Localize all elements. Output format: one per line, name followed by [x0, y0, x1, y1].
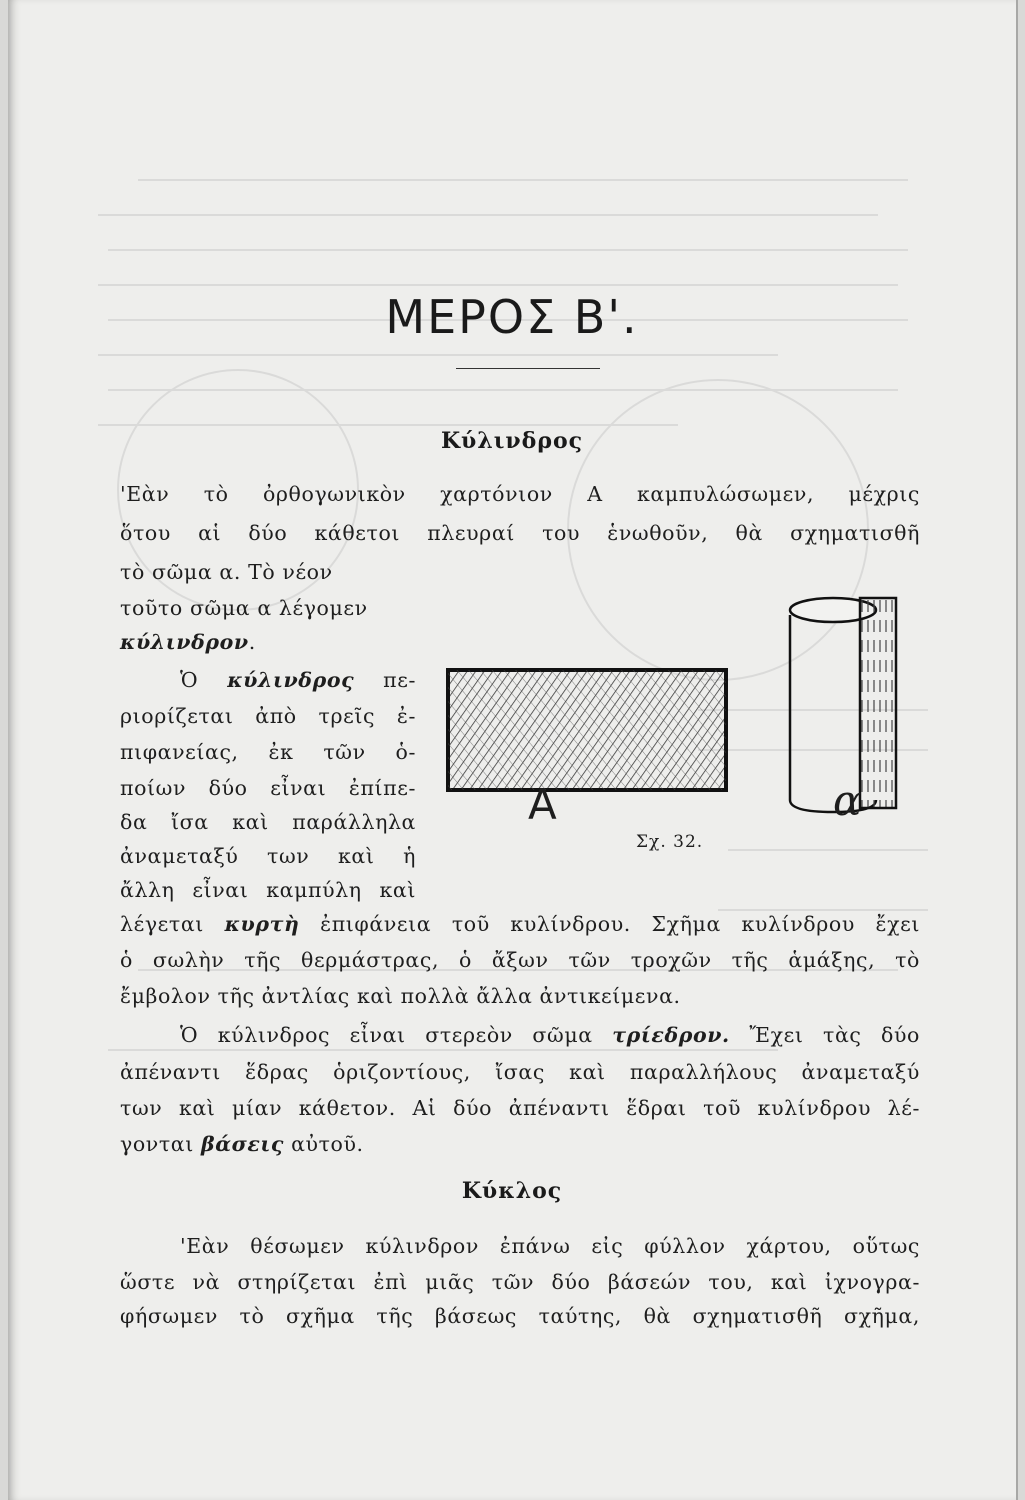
text-line: ὅτου αἱ δύο κάθετοι πλευραί του ἑνωθοῦν, θὰ σχηματισθῆ [120, 521, 920, 545]
text-line: κύλινδρον. [120, 630, 256, 654]
text-line: των καὶ μίαν κάθετον. Αἱ δύο ἀπέναντι ἕδραι τοῦ κυλίνδρου λέ- [120, 1096, 920, 1120]
text-line: ποίων δύο εἶναι ἐπίπε- [120, 776, 416, 800]
text-line [120, 1134, 920, 1155]
text-line: ἔμβολον τῆς ἀντλίας καὶ πολλὰ ἄλλα ἀντικείμενα. [120, 984, 681, 1008]
text-line: ἄλλη εἶναι καμπύλη καὶ [120, 878, 416, 902]
book-page [8, 0, 1018, 1500]
text-line: τὸ σῶμα α. Τὸ νέον [120, 560, 333, 584]
term-cylinder: κύλινδρος [227, 668, 355, 692]
page-title: ΜΕΡΟΣ Β'. [385, 290, 639, 344]
section-heading-cylinder: Κύλινδρος [440, 428, 584, 454]
term-convex: κυρτὴ [224, 912, 300, 936]
text-line: 'Εὰν τὸ ὀρθογωνικὸν χαρτόνιον Α καμπυλώσωμεν, μέχρις [120, 482, 920, 506]
section-heading-circle: Κύκλος [461, 1178, 563, 1204]
figure-caption: Σχ. 32. [636, 832, 704, 852]
text-line: φήσωμεν τὸ σχῆμα τῆς βάσεως ταύτης, θὰ σχηματισθῆ σχῆμα, [120, 1304, 920, 1328]
text-line: ριορίζεται ἀπὸ τρεῖς ἐ- [120, 704, 416, 728]
text-span: Ὁ κύλινδρος εἶναι στερεὸν σῶμα [180, 1023, 593, 1047]
text-line: ὁ σωλὴν τῆς θερμάστρας, ὁ ἄξων τῶν τροχῶν τῆς ἁμάξης, τὸ [120, 948, 920, 972]
text-line: δα ἴσα καὶ παράλληλα [120, 810, 416, 834]
flat-rectangle-drawing [448, 670, 726, 790]
text-line: 'Εὰν θέσωμεν κύλινδρον ἐπάνω εἰς φύλλον χάρτου, οὕτως [180, 1234, 920, 1258]
text-span: Ὁ [180, 668, 199, 692]
text-line [180, 1025, 920, 1046]
term-bases: βάσεις [201, 1132, 284, 1156]
figure-label-rectangle: Α [528, 780, 557, 829]
term-trihedral: τρίεδρον. [612, 1023, 730, 1047]
text-span: Ἔχει τὰς δύο [749, 1023, 920, 1047]
text-line: ἀναμεταξύ των καὶ ἡ [120, 844, 416, 868]
term-cylinder: κύλινδρον [120, 630, 249, 654]
text-span: γονται [120, 1132, 194, 1156]
text-span: αὐτοῦ. [291, 1132, 364, 1156]
figure-label-cylinder: α [833, 776, 862, 825]
text-line: ὥστε νὰ στηρίζεται ἐπὶ μιᾶς τῶν δύο βάσεών του, καὶ ἰχνογρα- [120, 1270, 920, 1294]
text-span: λέγεται [120, 912, 204, 936]
text-span: ἐπιφάνεια τοῦ κυλίνδρου. Σχῆμα κυλίνδρου ἔχει [320, 912, 920, 936]
text-line: ἀπέναντι ἕδρας ὁριζοντίους, ἴσας καὶ παραλλήλους ἀναμεταξύ [120, 1060, 920, 1084]
text-span: πε- [383, 668, 416, 692]
text-line [180, 670, 416, 691]
text-line: τοῦτο σῶμα α λέγομεν [120, 596, 368, 620]
text-line: πιφανείας, ἐκ τῶν ὁ- [120, 740, 416, 764]
text-line [120, 914, 920, 935]
title-divider [456, 368, 600, 369]
